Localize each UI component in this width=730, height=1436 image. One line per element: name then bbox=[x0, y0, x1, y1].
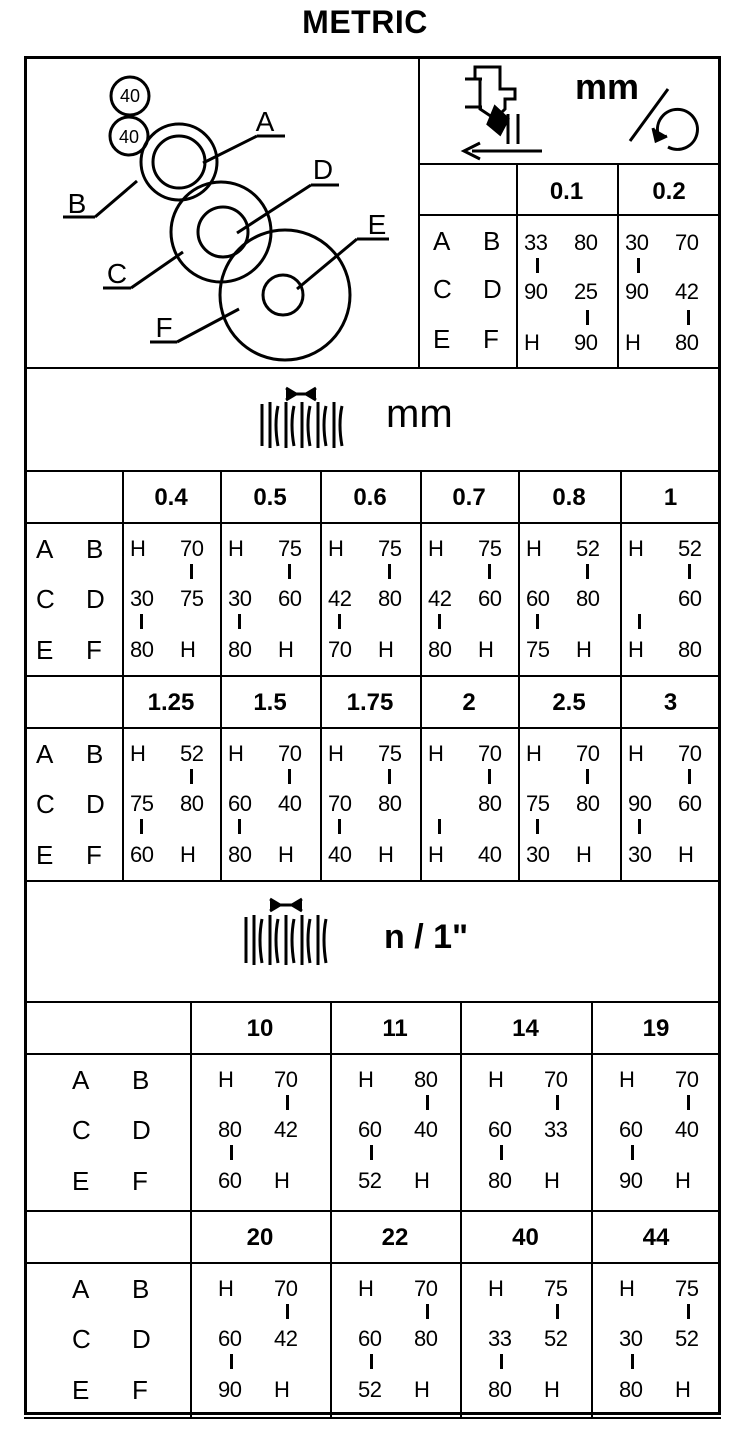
row-label-d: D bbox=[86, 789, 105, 819]
grid-line bbox=[24, 1001, 721, 1003]
link-tick bbox=[586, 769, 589, 784]
link-tick bbox=[230, 1354, 233, 1369]
header-2.5: 2.5 bbox=[552, 689, 586, 716]
link-tick bbox=[536, 258, 539, 273]
cell-value: 60 bbox=[678, 586, 702, 611]
link-tick bbox=[288, 769, 291, 784]
thread-pitch-icon bbox=[252, 384, 348, 454]
cell-value: H bbox=[428, 741, 444, 766]
link-tick bbox=[140, 614, 143, 629]
cell-value: 60 bbox=[218, 1168, 242, 1193]
cell-value: H bbox=[678, 842, 694, 867]
row-label-e: E bbox=[72, 1166, 90, 1196]
cell-value: 80 bbox=[414, 1326, 438, 1351]
cell-value: H bbox=[414, 1377, 430, 1402]
cell-value: 80 bbox=[228, 637, 252, 662]
cell-value: 70 bbox=[328, 791, 352, 816]
cell-value: 80 bbox=[576, 586, 600, 611]
cell-value: H bbox=[274, 1377, 290, 1402]
feed-icon-area bbox=[420, 59, 718, 163]
gear-f-icon bbox=[220, 230, 350, 360]
link-tick bbox=[338, 614, 341, 629]
link-tick bbox=[426, 1095, 429, 1110]
cell-value: 80 bbox=[576, 791, 600, 816]
header-44: 44 bbox=[642, 1224, 670, 1251]
link-tick bbox=[637, 258, 640, 273]
row-label-f: F bbox=[86, 840, 102, 870]
cell-value: 52 bbox=[544, 1326, 568, 1351]
row-label-e: E bbox=[72, 1375, 90, 1405]
link-tick bbox=[438, 614, 441, 629]
cell-value: 80 bbox=[428, 637, 452, 662]
cell-value: 70 bbox=[544, 1067, 568, 1092]
cell-value: 75 bbox=[278, 536, 302, 561]
cell-value: 52 bbox=[675, 1326, 699, 1351]
cell-value: 30 bbox=[228, 586, 252, 611]
row-label-e: E bbox=[36, 635, 54, 665]
row-label-b: B bbox=[483, 226, 501, 256]
row-label-b: B bbox=[132, 1065, 150, 1095]
link-tick bbox=[140, 819, 143, 834]
cell-value: 60 bbox=[619, 1117, 643, 1142]
cell-value: H bbox=[278, 637, 294, 662]
link-tick bbox=[370, 1354, 373, 1369]
metric-unit-label: mm bbox=[386, 392, 453, 436]
cell-value: H bbox=[218, 1067, 234, 1092]
cell-value: 80 bbox=[130, 637, 154, 662]
cell-value: 75 bbox=[378, 536, 402, 561]
cell-value: 60 bbox=[678, 791, 702, 816]
cell-value: 60 bbox=[526, 586, 550, 611]
link-tick bbox=[536, 819, 539, 834]
cell-value: 60 bbox=[130, 842, 154, 867]
page-title: METRIC bbox=[302, 4, 428, 40]
idler-label-bottom: 40 bbox=[118, 127, 140, 147]
cell-value: 30 bbox=[130, 586, 154, 611]
link-tick bbox=[556, 1304, 559, 1319]
cell-value: 60 bbox=[358, 1326, 382, 1351]
link-tick bbox=[288, 564, 291, 579]
gear-label-d: D bbox=[312, 154, 334, 185]
row-label-b: B bbox=[132, 1274, 150, 1304]
cell-value: H bbox=[488, 1067, 504, 1092]
header-20: 20 bbox=[246, 1224, 274, 1251]
cell-value: 75 bbox=[526, 637, 550, 662]
link-tick bbox=[500, 1354, 503, 1369]
cell-value: H bbox=[544, 1168, 560, 1193]
cell-value: 80 bbox=[180, 791, 204, 816]
cell-value: H bbox=[428, 536, 444, 561]
cell-value: H bbox=[628, 741, 644, 766]
cell-value: H bbox=[130, 536, 146, 561]
link-tick bbox=[586, 310, 589, 325]
cell-value: 70 bbox=[274, 1276, 298, 1301]
cell-value: H bbox=[180, 637, 196, 662]
cell-value: 70 bbox=[478, 741, 502, 766]
feed-cell-value: 90 bbox=[625, 279, 649, 304]
cell-value: H bbox=[576, 842, 592, 867]
grid-line bbox=[418, 214, 721, 216]
gear-b-icon bbox=[153, 136, 205, 188]
link-tick bbox=[426, 1304, 429, 1319]
thread-tpi-icon bbox=[236, 893, 334, 969]
cell-value: 40 bbox=[414, 1117, 438, 1142]
cell-value: H bbox=[130, 741, 146, 766]
link-tick bbox=[338, 819, 341, 834]
gear-train-diagram bbox=[27, 59, 417, 367]
feed-cell-value: 33 bbox=[524, 230, 548, 255]
row-label-a: A bbox=[36, 534, 54, 564]
cell-value: 80 bbox=[414, 1067, 438, 1092]
cell-value: 75 bbox=[526, 791, 550, 816]
link-tick bbox=[556, 1095, 559, 1110]
link-tick bbox=[687, 1095, 690, 1110]
feed-cell-value: H bbox=[625, 330, 641, 355]
cell-value: H bbox=[228, 536, 244, 561]
cell-value: H bbox=[428, 842, 444, 867]
gear-label-f: F bbox=[155, 312, 173, 343]
cell-value: 75 bbox=[544, 1276, 568, 1301]
cell-value: 52 bbox=[358, 1168, 382, 1193]
row-label-c: C bbox=[72, 1324, 91, 1354]
cell-value: 60 bbox=[488, 1117, 512, 1142]
cell-value: 90 bbox=[628, 791, 652, 816]
cell-value: 75 bbox=[130, 791, 154, 816]
feed-direction-arrow-icon bbox=[464, 143, 542, 159]
cell-value: 42 bbox=[328, 586, 352, 611]
grid-line bbox=[418, 163, 721, 165]
feed-cell-value: 30 bbox=[625, 230, 649, 255]
link-tick bbox=[536, 614, 539, 629]
link-tick bbox=[631, 1354, 634, 1369]
cell-value: H bbox=[378, 842, 394, 867]
header-0.5: 0.5 bbox=[253, 484, 287, 511]
cell-value: 70 bbox=[678, 741, 702, 766]
feed-cell-value: 25 bbox=[574, 279, 598, 304]
header-0.7: 0.7 bbox=[452, 484, 486, 511]
feed-header-0.1: 0.1 bbox=[549, 178, 584, 205]
link-tick bbox=[586, 564, 589, 579]
cell-value: 80 bbox=[478, 791, 502, 816]
cell-value: 70 bbox=[414, 1276, 438, 1301]
cell-value: H bbox=[328, 536, 344, 561]
cell-value: 70 bbox=[328, 637, 352, 662]
cell-value: H bbox=[228, 741, 244, 766]
link-tick bbox=[286, 1304, 289, 1319]
cell-value: 80 bbox=[218, 1117, 242, 1142]
link-tick bbox=[438, 819, 441, 834]
cell-value: 40 bbox=[328, 842, 352, 867]
cell-value: 80 bbox=[378, 586, 402, 611]
cell-value: 75 bbox=[378, 741, 402, 766]
cell-value: 80 bbox=[488, 1168, 512, 1193]
cell-value: H bbox=[544, 1377, 560, 1402]
header-1.75: 1.75 bbox=[346, 689, 394, 716]
cell-value: 40 bbox=[278, 791, 302, 816]
header-0.6: 0.6 bbox=[353, 484, 387, 511]
row-label-e: E bbox=[36, 840, 54, 870]
cell-value: 52 bbox=[678, 536, 702, 561]
inch-unit-label: n / 1" bbox=[384, 918, 469, 956]
header-22: 22 bbox=[381, 1224, 409, 1251]
gear-label-e: E bbox=[367, 209, 387, 240]
cell-value: 90 bbox=[619, 1168, 643, 1193]
feed-unit-label: mm bbox=[575, 66, 640, 107]
header-3: 3 bbox=[663, 689, 678, 716]
gear-label-b: B bbox=[67, 188, 87, 219]
grid-line bbox=[24, 1053, 721, 1055]
cell-value: 60 bbox=[218, 1326, 242, 1351]
cell-value: H bbox=[274, 1168, 290, 1193]
header-14: 14 bbox=[512, 1015, 539, 1042]
cell-value: H bbox=[675, 1377, 691, 1402]
header-1.25: 1.25 bbox=[147, 689, 195, 716]
header-40: 40 bbox=[512, 1224, 539, 1251]
cell-value: H bbox=[328, 741, 344, 766]
grid-line bbox=[24, 367, 721, 369]
cell-value: H bbox=[628, 637, 644, 662]
cell-value: 60 bbox=[278, 586, 302, 611]
header-19: 19 bbox=[642, 1015, 670, 1042]
feed-cell-value: H bbox=[524, 330, 540, 355]
feed-cell-value: 80 bbox=[574, 230, 598, 255]
cell-value: H bbox=[180, 842, 196, 867]
row-label-d: D bbox=[132, 1324, 151, 1354]
row-label-f: F bbox=[132, 1166, 148, 1196]
grid-line bbox=[24, 1262, 721, 1264]
cell-value: 70 bbox=[278, 741, 302, 766]
row-label-a: A bbox=[72, 1065, 90, 1095]
link-tick bbox=[238, 819, 241, 834]
link-tick bbox=[370, 1145, 373, 1160]
cell-value: H bbox=[628, 536, 644, 561]
grid-line bbox=[24, 1417, 721, 1419]
grid-line bbox=[418, 56, 420, 367]
gear-e-icon bbox=[263, 275, 303, 315]
idler-label-top: 40 bbox=[119, 86, 141, 106]
row-label-c: C bbox=[36, 789, 55, 819]
grid-line bbox=[24, 1210, 721, 1212]
row-label-d: D bbox=[483, 274, 502, 304]
cell-value: H bbox=[675, 1168, 691, 1193]
cell-value: 70 bbox=[576, 741, 600, 766]
cell-value: 60 bbox=[228, 791, 252, 816]
cell-value: H bbox=[278, 842, 294, 867]
row-label-f: F bbox=[483, 324, 499, 354]
header-0.8: 0.8 bbox=[552, 484, 586, 511]
row-label-b: B bbox=[86, 534, 104, 564]
link-tick bbox=[687, 1304, 690, 1319]
row-label-f: F bbox=[86, 635, 102, 665]
cell-value: H bbox=[218, 1276, 234, 1301]
cell-value: 40 bbox=[478, 842, 502, 867]
cell-value: 42 bbox=[428, 586, 452, 611]
link-tick bbox=[638, 819, 641, 834]
link-tick bbox=[388, 769, 391, 784]
link-tick bbox=[688, 564, 691, 579]
cell-value: H bbox=[378, 637, 394, 662]
header-1.5: 1.5 bbox=[253, 689, 287, 716]
cell-value: H bbox=[358, 1067, 374, 1092]
cell-value: 70 bbox=[274, 1067, 298, 1092]
link-tick bbox=[500, 1145, 503, 1160]
grid-line bbox=[24, 470, 721, 472]
cell-value: 30 bbox=[628, 842, 652, 867]
link-tick bbox=[190, 564, 193, 579]
row-label-c: C bbox=[72, 1115, 91, 1145]
cell-value: 80 bbox=[488, 1377, 512, 1402]
row-label-a: A bbox=[433, 226, 451, 256]
feed-cell-value: 90 bbox=[574, 330, 598, 355]
gear-c-icon bbox=[171, 182, 271, 282]
cell-value: H bbox=[619, 1276, 635, 1301]
cell-value: 80 bbox=[378, 791, 402, 816]
feed-cell-value: 70 bbox=[675, 230, 699, 255]
row-label-d: D bbox=[132, 1115, 151, 1145]
grid-line bbox=[24, 675, 721, 677]
cell-value: H bbox=[414, 1168, 430, 1193]
feed-cell-value: 42 bbox=[675, 279, 699, 304]
cell-value: H bbox=[488, 1276, 504, 1301]
row-label-c: C bbox=[36, 584, 55, 614]
cell-value: H bbox=[478, 637, 494, 662]
row-label-f: F bbox=[132, 1375, 148, 1405]
cell-value: H bbox=[576, 637, 592, 662]
cell-value: 30 bbox=[619, 1326, 643, 1351]
link-tick bbox=[638, 614, 641, 629]
row-label-d: D bbox=[86, 584, 105, 614]
link-tick bbox=[488, 564, 491, 579]
row-label-a: A bbox=[36, 739, 54, 769]
row-label-a: A bbox=[72, 1274, 90, 1304]
gear-label-c: C bbox=[106, 258, 128, 289]
header-11: 11 bbox=[382, 1015, 408, 1042]
cell-value: 60 bbox=[358, 1117, 382, 1142]
cell-value: H bbox=[619, 1067, 635, 1092]
cell-value: 52 bbox=[358, 1377, 382, 1402]
link-tick bbox=[488, 769, 491, 784]
row-label-b: B bbox=[86, 739, 104, 769]
cell-value: 60 bbox=[478, 586, 502, 611]
row-label-e: E bbox=[433, 324, 451, 354]
cell-value: H bbox=[358, 1276, 374, 1301]
revolution-icon bbox=[653, 109, 697, 149]
row-label-c: C bbox=[433, 274, 452, 304]
cell-value: 30 bbox=[526, 842, 550, 867]
link-tick bbox=[238, 614, 241, 629]
link-tick bbox=[286, 1095, 289, 1110]
cell-value: 70 bbox=[675, 1067, 699, 1092]
link-tick bbox=[230, 1145, 233, 1160]
cell-value: 75 bbox=[478, 536, 502, 561]
cell-value: 42 bbox=[274, 1326, 298, 1351]
link-tick bbox=[631, 1145, 634, 1160]
cell-value: 40 bbox=[675, 1117, 699, 1142]
cell-value: 52 bbox=[180, 741, 204, 766]
header-10: 10 bbox=[246, 1015, 274, 1042]
feed-header-0.2: 0.2 bbox=[652, 178, 686, 205]
cell-value: 70 bbox=[180, 536, 204, 561]
tool-post-icon bbox=[465, 67, 518, 144]
cell-value: 90 bbox=[218, 1377, 242, 1402]
feed-cell-value: 80 bbox=[675, 330, 699, 355]
header-2: 2 bbox=[462, 689, 476, 716]
gear-label-a: A bbox=[255, 106, 275, 137]
cell-value: 33 bbox=[544, 1117, 568, 1142]
cell-value: 75 bbox=[180, 586, 204, 611]
cell-value: 75 bbox=[675, 1276, 699, 1301]
cell-value: 33 bbox=[488, 1326, 512, 1351]
cell-value: H bbox=[526, 741, 542, 766]
link-tick bbox=[388, 564, 391, 579]
link-tick bbox=[687, 310, 690, 325]
grid-line bbox=[24, 522, 721, 524]
header-1: 1 bbox=[663, 484, 678, 511]
cell-value: 42 bbox=[274, 1117, 298, 1142]
cell-value: 80 bbox=[678, 637, 702, 662]
link-tick bbox=[190, 769, 193, 784]
header-0.4: 0.4 bbox=[154, 484, 188, 511]
feed-cell-value: 90 bbox=[524, 279, 548, 304]
grid-line bbox=[24, 880, 721, 882]
cell-value: 80 bbox=[619, 1377, 643, 1402]
cell-value: H bbox=[526, 536, 542, 561]
link-tick bbox=[688, 769, 691, 784]
grid-line bbox=[24, 727, 721, 729]
cell-value: 52 bbox=[576, 536, 600, 561]
cell-value: 80 bbox=[228, 842, 252, 867]
